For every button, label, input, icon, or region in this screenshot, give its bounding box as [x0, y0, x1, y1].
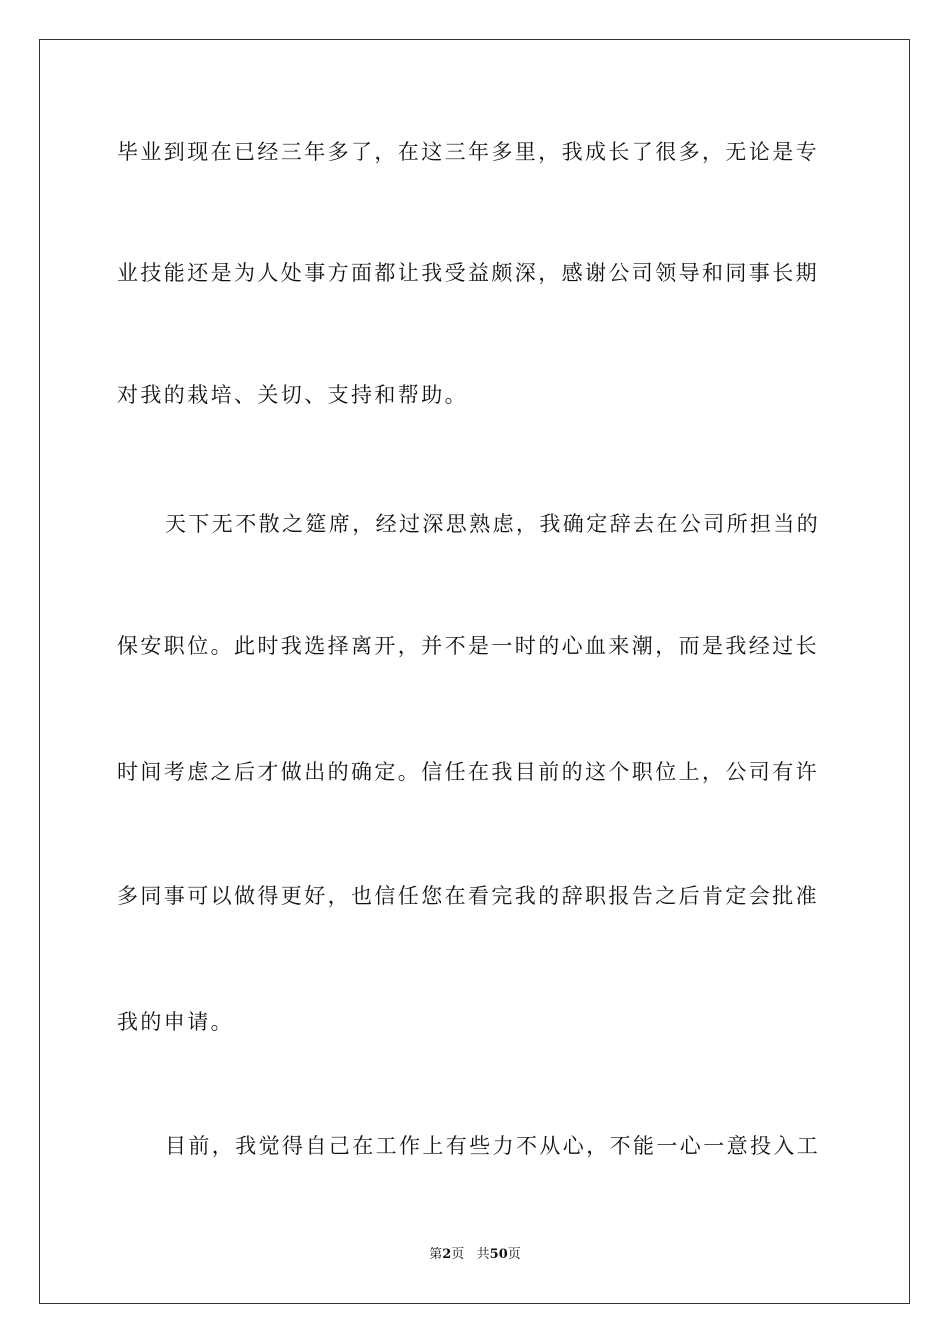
- text-line-5: 保安职位。此时我选择离开，并不是一时的心血来潮，而是我经过长: [117, 634, 819, 658]
- text-line-9: 目前，我觉得自己在工作上有些力不从心，不能一心一意投入工: [165, 1134, 821, 1158]
- footer-suffix: 页: [507, 1247, 521, 1262]
- footer-mid: 页 共: [451, 1247, 490, 1262]
- text-line-1: 毕业到现在已经三年多了，在这三年多里，我成长了很多，无论是专: [117, 140, 819, 164]
- text-line-7: 多同事可以做得更好，也信任您在看完我的辞职报告之后肯定会批准: [117, 884, 819, 908]
- page-frame: [39, 39, 910, 1304]
- text-line-3: 对我的栽培、关切、支持和帮助。: [117, 383, 468, 407]
- text-line-8: 我的申请。: [117, 1010, 234, 1034]
- page-footer: [0, 1246, 950, 1264]
- text-line-6: 时间考虑之后才做出的确定。信任在我目前的这个职位上，公司有许: [117, 760, 819, 784]
- text-line-2: 业技能还是为人处事方面都让我受益颇深，感谢公司领导和同事长期: [117, 261, 819, 285]
- footer-page-number: 2: [442, 1247, 452, 1262]
- footer-prefix: 第: [429, 1247, 443, 1262]
- footer-total-pages: 50: [489, 1247, 508, 1262]
- text-line-4: 天下无不散之筵席，经过深思熟虑，我确定辞去在公司所担当的: [165, 512, 821, 536]
